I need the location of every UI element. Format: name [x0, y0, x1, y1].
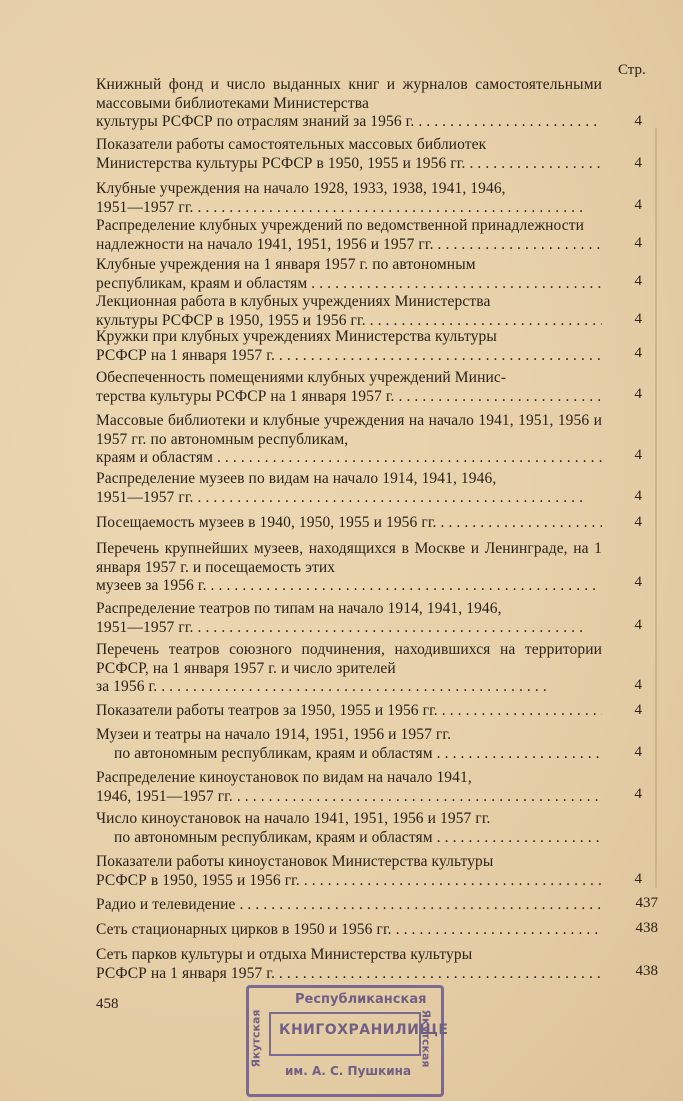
toc-entry [96, 180, 602, 217]
toc-entry-text: Показатели работы самостоятельных массовых библиотек [96, 136, 487, 153]
toc-entry-lastline: по автономным республикам, краям и областям . . . [96, 745, 602, 764]
toc-entry [96, 853, 602, 890]
toc-page-number: 4 [634, 311, 642, 327]
toc-entry-text: Кружки при клубных учреждениях Министерства культуры [96, 328, 497, 345]
toc-entry-lastline: РСФСР на 1 января 1957 г. . . . [96, 965, 602, 984]
toc-entry [96, 136, 602, 173]
toc-entry [96, 921, 602, 940]
toc-entry-lastline: 1951—1957 гг. . . . [96, 199, 602, 218]
toc-entry-lastline: РСФСР в 1950, 1955 и 1956 гг. . . . [96, 872, 602, 891]
toc-entry [96, 369, 602, 406]
toc-page-number: 4 [634, 386, 642, 402]
toc-entry-lastline: музеев за 1956 г. . . . [96, 577, 602, 596]
stamp-line-1: Республиканская [295, 992, 427, 1007]
toc-page-number: 4 [634, 273, 642, 289]
toc-page-number: 4 [634, 113, 642, 129]
toc-entry [96, 540, 602, 596]
toc-entry-text: Показатели работы киноустановок Министерства культуры [96, 853, 494, 870]
toc-entry-lastline: 1951—1957 гг. . . . [96, 619, 602, 638]
toc-page-number: 4 [634, 677, 642, 693]
toc-entry-lastline: Министерства культуры РСФСР в 1950, 1955 и 1956 гг. . . . [96, 155, 602, 174]
toc-page-number: 4 [634, 235, 642, 251]
toc-entry [96, 256, 602, 293]
toc-page-number: 437 [635, 895, 658, 911]
toc-entry-text: Лекционная работа в клубных учреждениях Министерства [96, 293, 491, 310]
toc-page-number: 4 [634, 197, 642, 213]
toc-entry-lastline: 1951—1957 гг. . . . [96, 489, 602, 508]
toc-entry [96, 328, 602, 365]
toc-entry-lastline: надлежности на начало 1941, 1951, 1956 и 1957 гг. . . . [96, 236, 602, 255]
toc-entry [96, 470, 602, 507]
toc-entry-text: Массовые библиотеки и клубные учреждения на начало 1941, 1951, 1956 и 1957 гг. по автономным республикам, [96, 412, 602, 448]
toc-page-number: 4 [634, 488, 642, 504]
toc-page-number: 4 [634, 514, 642, 530]
toc-entry-lastline: культуры РСФСР по отраслям знаний за 1956 г. . . . [96, 113, 602, 132]
toc-page-number: 4 [634, 744, 642, 760]
toc-entry-text: Музеи и театры на начало 1914, 1951, 1956 и 1957 гг. [96, 726, 452, 743]
toc-entry [96, 217, 602, 254]
toc-entry-text: Распределение клубных учреждений по ведомственной принадлежности [96, 217, 585, 234]
toc-entry-lastline: культуры РСФСР в 1950, 1955 и 1956 гг. . . . [96, 312, 602, 331]
toc-entry-lastline: Посещаемость музеев в 1940, 1950, 1955 и 1956 гг. . . . [96, 514, 602, 533]
stamp-side-right: Якутская [419, 1009, 433, 1068]
page-edge-shadow [655, 128, 657, 888]
toc-entry-lastline: республикам, краям и областям . . . [96, 275, 602, 294]
toc-page-number: 4 [634, 786, 642, 802]
toc-entry [96, 76, 602, 132]
stamp-line-2: КНИГОХРАНИЛИЩЕ [279, 1022, 449, 1038]
toc-entry-text: Перечень крупнейших музеев, находящихся в Москве и Ленинграде, на 1 января 1957 г. и посещаемость этих [96, 540, 602, 576]
toc-page-number: 4 [634, 447, 642, 463]
toc-entry-lastline: Сеть стационарных цирков в 1950 и 1956 гг. . . . [96, 921, 602, 940]
toc-page-number: 4 [634, 617, 642, 633]
toc-entry [96, 810, 602, 847]
toc-page-number: 4 [634, 345, 642, 361]
page-number: 458 [96, 996, 119, 1012]
toc-page-number: 4 [634, 871, 642, 887]
toc-entry-lastline: Показатели работы театров за 1950, 1955 и 1956 гг. . . . [96, 702, 602, 721]
toc-entry-text: Обеспеченность помещениями клубных учреждений Минис- [96, 369, 507, 386]
toc-entry-text: Распределение театров по типам на начало 1914, 1941, 1946, [96, 600, 502, 617]
toc-entry-text: Распределение киноустановок по видам на начало 1941, [96, 769, 472, 786]
page-column-header: Стр. [618, 62, 646, 78]
stamp-line-3: им. А. С. Пушкина [285, 1064, 412, 1078]
toc-entry [96, 896, 602, 915]
toc-entry-text: Книжный фонд и число выданных книг и журналов самостоятельными массовыми библиотеками Министерства [96, 76, 602, 112]
toc-entry [96, 726, 602, 763]
toc-page-number: 4 [634, 155, 642, 171]
toc-entry-lastline: по автономным республикам, краям и областям . . . [96, 829, 602, 848]
toc-entry-lastline: терства культуры РСФСР на 1 января 1957 г. . . . [96, 388, 602, 407]
toc-entry [96, 702, 602, 721]
toc-entry [96, 641, 602, 697]
toc-entry [96, 412, 602, 468]
toc-entry-lastline: 1946, 1951—1957 гг. . . . [96, 788, 602, 807]
toc-entry-text: Распределение музеев по видам на начало 1914, 1941, 1946, [96, 470, 497, 487]
toc-page-number: 4 [634, 702, 642, 718]
toc-page-number: 438 [635, 920, 658, 936]
toc-entry-lastline: РСФСР на 1 января 1957 г. . . . [96, 347, 602, 366]
library-stamp [246, 985, 449, 1097]
toc-entry-text: Перечень театров союзного подчинения, находившихся на территории РСФСР, на 1 января 1957 г. и число зрителей [96, 641, 602, 677]
toc-page-number: 4 [634, 574, 642, 590]
toc-entry [96, 769, 602, 806]
toc-entry-text: Клубные учреждения на 1 января 1957 г. по автономным [96, 256, 476, 273]
toc-entry [96, 514, 602, 533]
toc-entry-text: Число киноустановок на начало 1941, 1951, 1956 и 1957 гг. [96, 810, 491, 827]
toc-entry-lastline: краям и областям . . . [96, 449, 602, 468]
toc-entry [96, 293, 602, 330]
toc-entry [96, 600, 602, 637]
toc-entry-text: Сеть парков культуры и отдыха Министерства культуры [96, 946, 473, 963]
toc-entry [96, 946, 602, 983]
stamp-side-left: Якутская [249, 1009, 263, 1068]
toc-entry-text: Клубные учреждения на начало 1928, 1933, 1938, 1941, 1946, [96, 180, 506, 197]
toc-page-number: 438 [635, 963, 658, 979]
toc-entry-lastline: за 1956 г. . . . [96, 678, 602, 697]
toc-entry-lastline: Радио и телевидение . . . [96, 896, 602, 915]
